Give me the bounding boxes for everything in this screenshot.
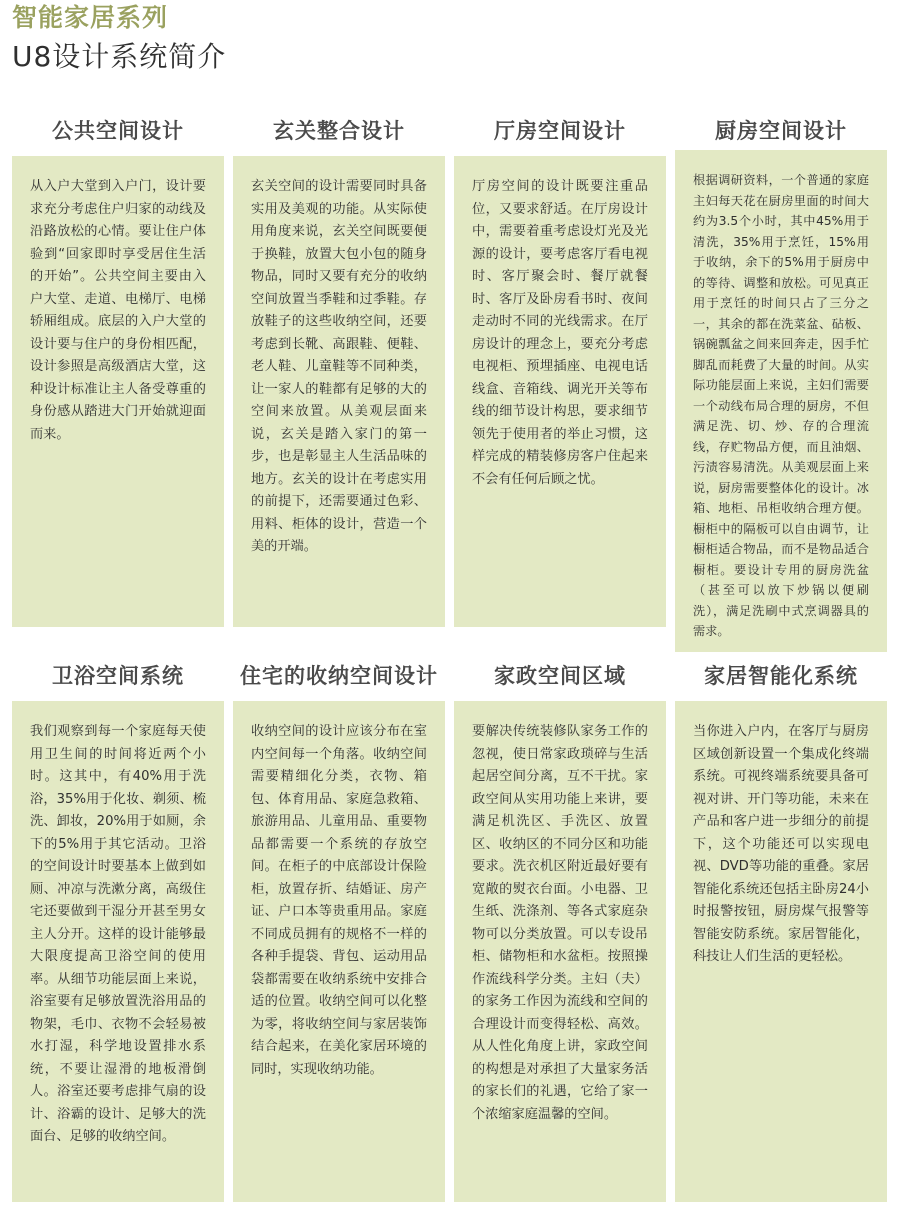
card-title: 厅房空间设计	[494, 119, 626, 143]
feature-grid	[12, 112, 888, 1202]
card-body: 厅房空间的设计既要注重品位，又要求舒适。在厅房设计中，需要着重考虑设灯光及光源的设计，要考虑客厅看电视时、客厅聚会时、餐厅就餐时、客厅及卧房看书时、夜间走动时不同的光线需求。在厅房设计的理念上，要充分考虑电视柜、预埋插座、电视电话线盒、音箱线、调光开关等布线的细节设计构思，要求细节领先于使用者的举止习惯，这样完成的精装修房客户住起来不会有任何后顾之忧。	[454, 156, 666, 627]
card-public-space	[12, 112, 224, 627]
card-bathroom	[12, 657, 224, 1202]
card-title: 家居智能化系统	[704, 664, 858, 688]
card-body: 从入户大堂到入户门，设计要求充分考虑住户归家的动线及沿路放松的心情。要让住户体验到“回家即时享受居住生活的开始”。公共空间主要由入户大堂、走道、电梯厅、电梯轿厢组成。底层的入户大堂的设计要与住户的身份相匹配，设计参照是高级酒店大堂，这种设计标准让主人备受尊重的身份感从踏进大门开始就迎面而来。	[12, 156, 224, 627]
card-entrance	[233, 112, 445, 627]
card-living-room	[454, 112, 666, 627]
card-body: 要解决传统装修队家务工作的忽视，使日常家政琐碎与生活起居空间分离，互不干扰。家政空间从实用功能上来讲，要满足机洗区、手洗区、放置区、收纳区的不同分区和功能要求。洗衣机区附近最好要有宽敞的熨衣台面。小电器、卫生纸、洗涤剂、等各式家庭杂物可以分类放置。可以专设吊柜、储物柜和水盆柜。按照操作流线科学分类。主妇（夫）的家务工作因为流线和空间的合理设计而变得轻松、高效。从人性化角度上讲，家政空间的构想是对承担了大量家务活的家长们的礼遇，它给了家一个浓缩家庭温馨的空间。	[454, 701, 666, 1202]
card-title: 公共空间设计	[52, 119, 184, 143]
card-title: 家政空间区域	[494, 664, 626, 688]
header	[12, 0, 226, 76]
card-smart-home	[675, 657, 887, 1202]
card-kitchen	[675, 112, 887, 638]
card-title: 住宅的收纳空间设计	[240, 664, 438, 688]
card-title: 厨房空间设计	[715, 119, 847, 143]
card-body: 根据调研资料，一个普通的家庭主妇每天花在厨房里面的时间大约为3.5个小时，其中45%用于清洗，35%用于烹饪，15%用于收纳，余下的5%用于厨房中的等待、调整和放松。可见真正用于烹饪的时间只占了三分之一，其余的都在洗菜盆、砧板、锅碗瓢盆之间来回奔走，因手忙脚乱而耗费了大量的时间。从实际功能层面上来说，主妇们需要一个动线布局合理的厨房，不但满足洗、切、炒、存的合理流线，存贮物品方便，而且油烟、污渍容易清洗。从美观层面上来说，厨房需要整体化的设计。冰箱、地柜、吊柜收纳合理方便。橱柜中的隔板可以自由调节，让橱柜适合物品，而不是物品适合橱柜。要设计专用的厨房洗盆（甚至可以放下炒锅以便刷洗），满足洗刷中式烹调器具的需求。	[675, 150, 887, 652]
card-body: 收纳空间的设计应该分布在室内空间每一个角落。收纳空间需要精细化分类，衣物、箱包、体育用品、家庭急救箱、旅游用品、儿童用品、重要物品都需要一个系统的存放空间。在柜子的中底部设计保险柜，放置存折、结婚证、房产证、户口本等贵重用品。家庭不同成员拥有的规格不一样的各种手提袋、背包、运动用品袋都需要在收纳系统中安排合适的位置。收纳空间可以化整为零，将收纳空间与家居装饰结合起来，在美化家居环境的同时，实现收纳功能。	[233, 701, 445, 1202]
card-storage	[233, 657, 445, 1202]
card-title: 玄关整合设计	[273, 119, 405, 143]
card-housekeeping	[454, 657, 666, 1202]
card-title: 卫浴空间系统	[52, 664, 184, 688]
card-body: 玄关空间的设计需要同时具备实用及美观的功能。从实际使用角度来说，玄关空间既要便于换鞋，放置大包小包的随身物品，同时又要有充分的收纳空间放置当季鞋和过季鞋。存放鞋子的这些收纳空间，还要考虑到长靴、高跟鞋、便鞋、老人鞋、儿童鞋等不同种类，让一家人的鞋都有足够的大的空间来放置。从美观层面来说，玄关是踏入家门的第一步，也是彰显主人生活品味的地方。玄关的设计在考虑实用的前提下，还需要通过色彩、用料、柜体的设计，营造一个美的开端。	[233, 156, 445, 627]
card-body: 当你进入户内，在客厅与厨房区域创新设置一个集成化终端系统。可视终端系统要具备可视对讲、开门等功能，未来在产品和客户进一步细分的前提下，这个功能还可以实现电视、DVD等功能的重叠。家居智能化系统还包括主卧房24小时报警按钮，厨房煤气报警等智能安防系统。家居智能化，科技让人们生活的更轻松。	[675, 701, 887, 1202]
card-body: 我们观察到每一个家庭每天使用卫生间的时间将近两个小时。这其中，有40%用于洗浴，35%用于化妆、剃须、梳洗、卸妆，20%用于如厕，余下的5%用于其它活动。卫浴的空间设计时要基本上做到如厕、冲凉与洗漱分离，高级住宅还要做到干湿分开甚至男女主人分开。这样的设计能够最大限度提高卫浴空间的使用率。从细节功能层面上来说，浴室要有足够放置洗浴用品的物架，毛巾、衣物不会轻易被水打湿，科学地设置排水系统，不要让湿滑的地板滑倒人。浴室还要考虑排气扇的设计、浴霸的设计、足够大的洗面台、足够的收纳空间。	[12, 701, 224, 1202]
system-subtitle: U8设计系统简介	[12, 40, 227, 73]
series-title: 智能家居系列	[12, 3, 169, 32]
